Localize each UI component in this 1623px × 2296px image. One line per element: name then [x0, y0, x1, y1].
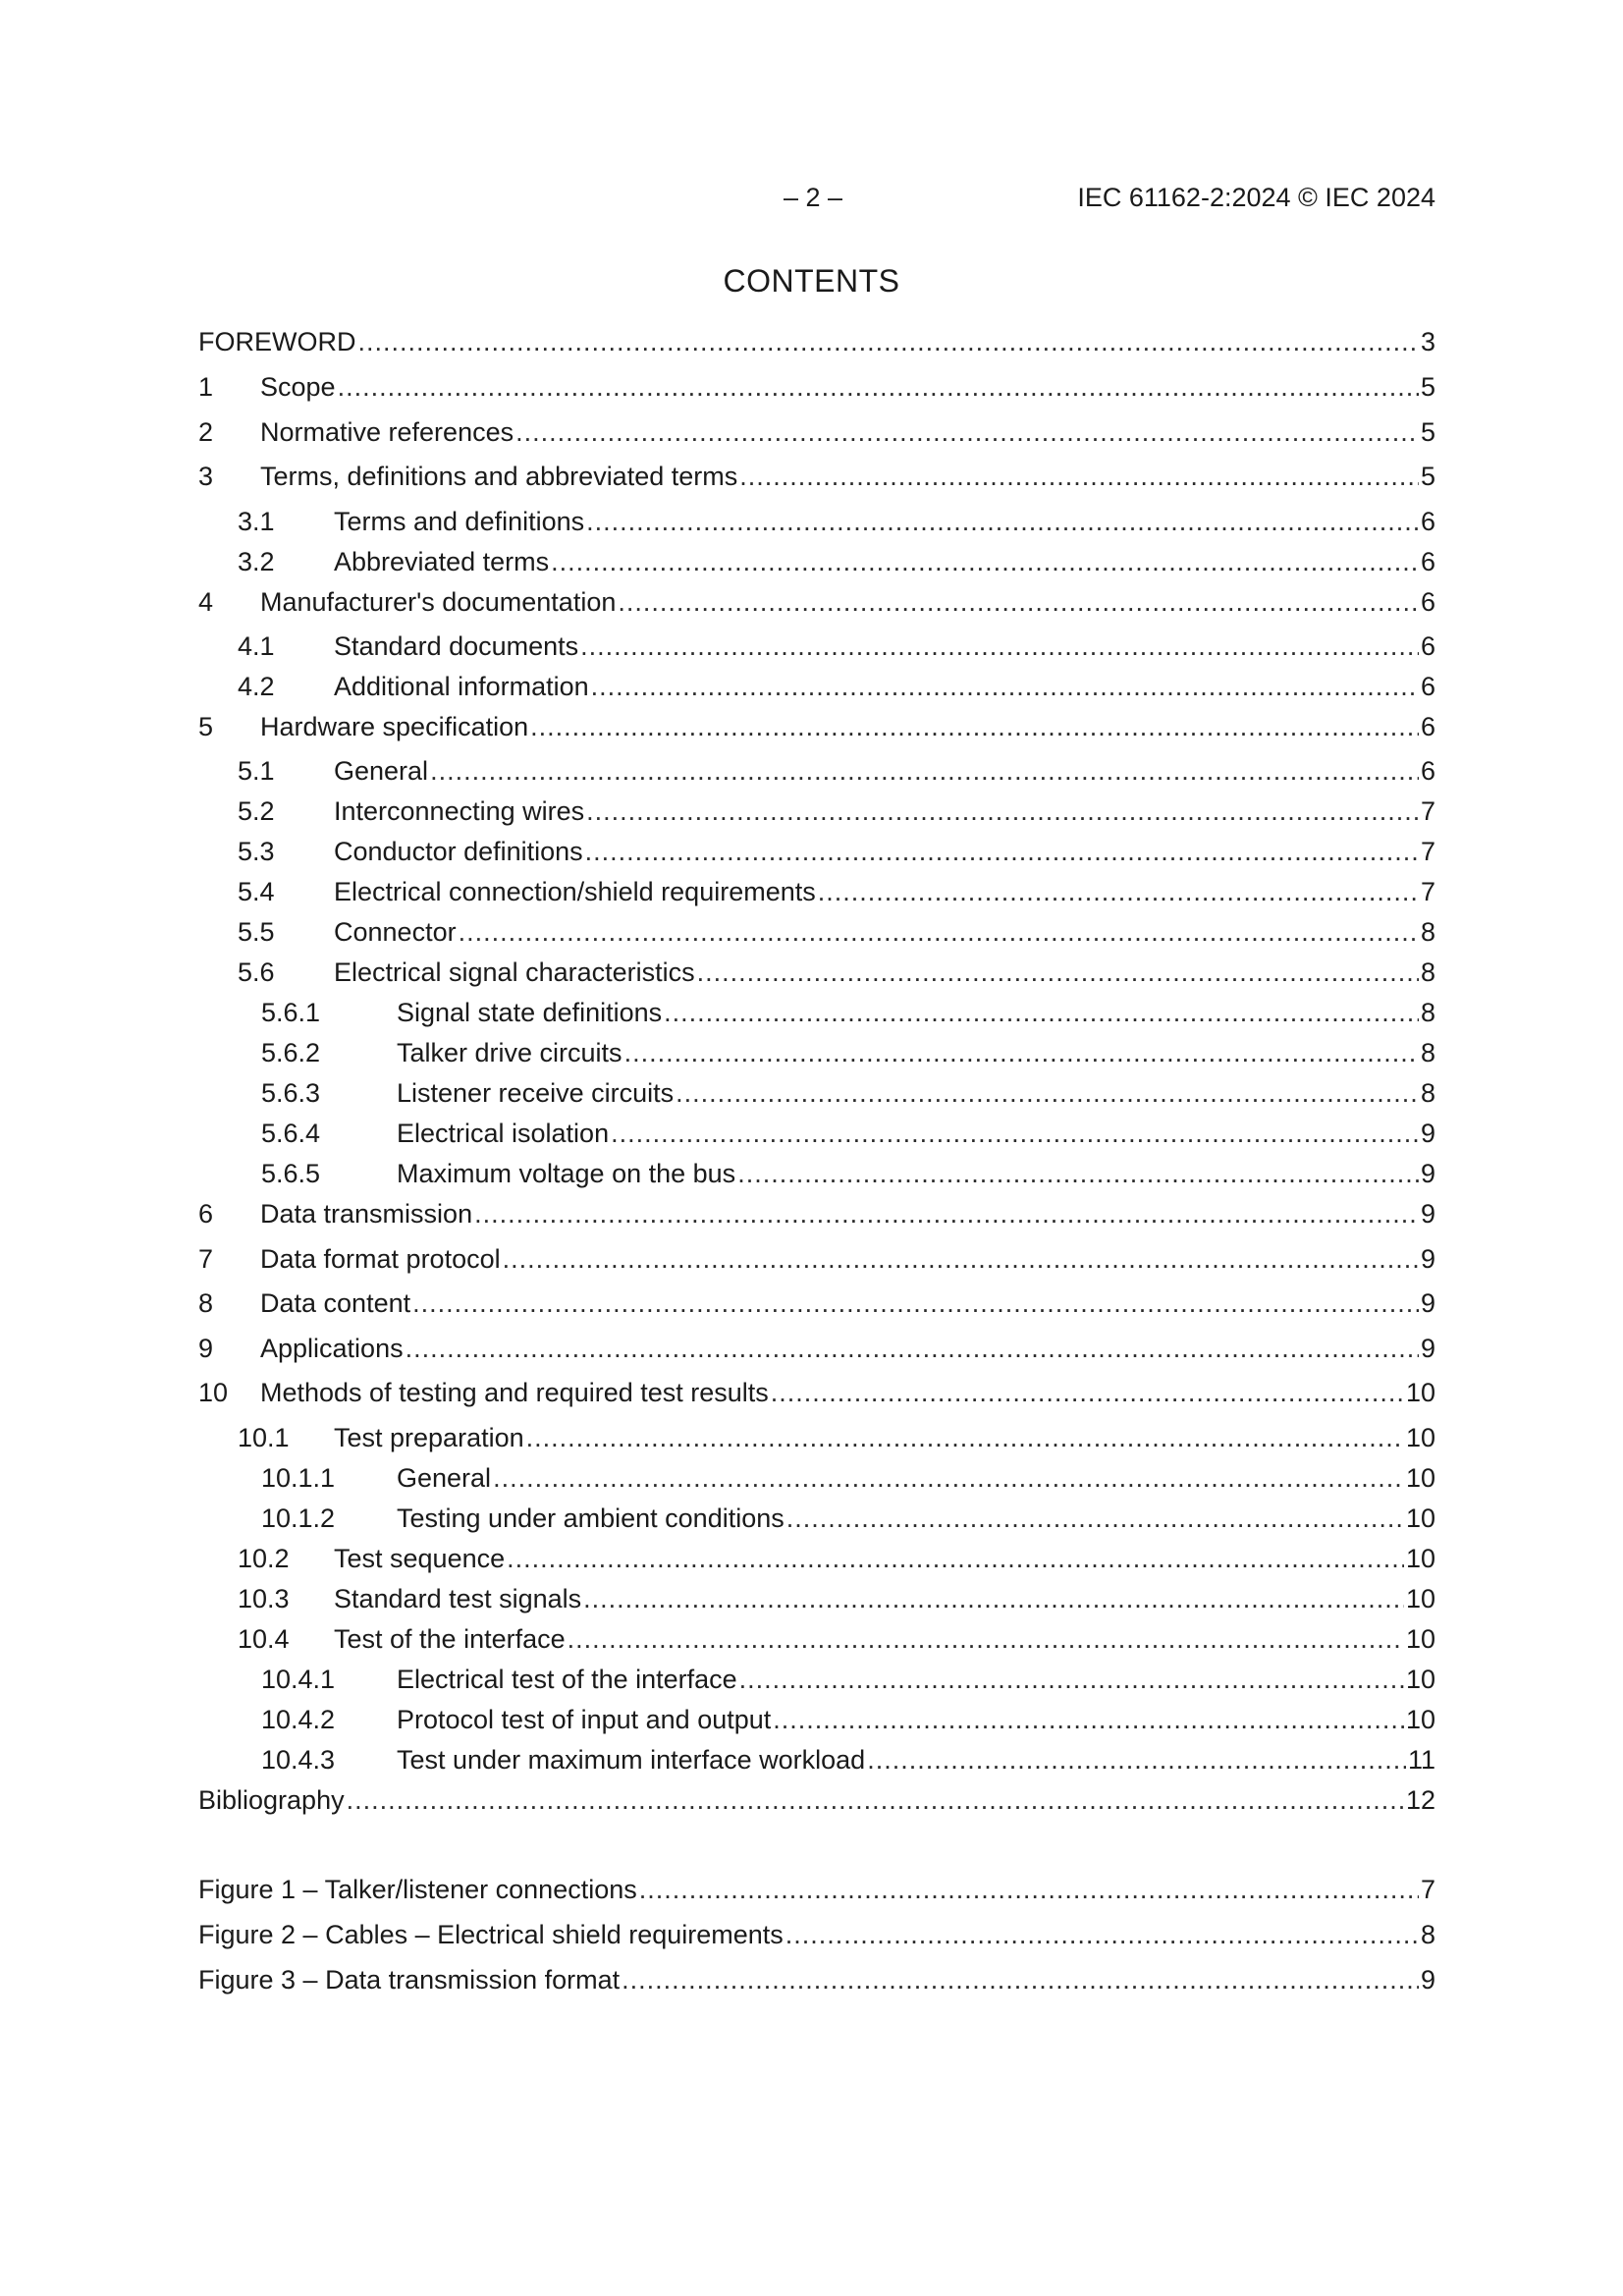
toc-entry-page: 11: [1407, 1745, 1435, 1775]
toc-entry-label: Test preparation: [334, 1423, 524, 1452]
toc-entry-text: [397, 1703, 1435, 1736]
toc-entry[interactable]: [198, 1783, 1435, 1817]
toc-entry[interactable]: [198, 835, 1435, 868]
toc-entry-label: Hardware specification: [260, 712, 529, 741]
toc-entry-page: 6: [1420, 672, 1435, 701]
toc-entry-text: [334, 629, 1435, 663]
toc-entry[interactable]: [198, 460, 1435, 493]
toc-entry-text: [397, 1117, 1435, 1150]
toc-entry-text: [260, 710, 1435, 743]
toc-entry[interactable]: [198, 505, 1435, 538]
toc-entry-page: 7: [1420, 877, 1435, 906]
toc-entry-number: 3: [198, 462, 214, 491]
toc-entry-page: 10: [1405, 1624, 1435, 1654]
dot-leader: [357, 325, 1418, 358]
toc-entry-text: [198, 1918, 1435, 1951]
toc-entry-label: Electrical signal characteristics: [334, 957, 695, 987]
dot-leader: [737, 1157, 1419, 1190]
toc-entry-number: 10.4: [238, 1624, 290, 1654]
toc-entry-number: 10.1: [238, 1423, 290, 1452]
toc-entry-label: Methods of testing and required test results: [260, 1378, 769, 1407]
dot-leader: [867, 1743, 1406, 1777]
toc-entry-page: 8: [1420, 1078, 1435, 1108]
dot-leader: [430, 754, 1419, 788]
toc-entry-label: Manufacturer's documentation: [260, 587, 617, 617]
toc-entry-label: Electrical connection/shield requirements: [334, 877, 816, 906]
toc-entry[interactable]: [198, 545, 1435, 578]
toc-entry-page: 5: [1420, 372, 1435, 402]
toc-entry-text: [198, 325, 1435, 358]
figure-entry-page: 8: [1420, 1920, 1435, 1949]
toc-entry[interactable]: [198, 710, 1435, 743]
toc-entry-page: 8: [1420, 1038, 1435, 1067]
toc-entry-text: [397, 1461, 1435, 1495]
toc-entry-label: FOREWORD: [198, 327, 356, 356]
toc-entry-page: 10: [1405, 1544, 1435, 1573]
toc-entry-text: [260, 1376, 1435, 1409]
dot-leader: [503, 1242, 1419, 1276]
dot-leader: [347, 1783, 1404, 1817]
toc-entry-page: 10: [1405, 1705, 1435, 1734]
toc-entry-text: [334, 915, 1435, 949]
toc-entry-text: [334, 1542, 1435, 1575]
toc-entry-text: [334, 505, 1435, 538]
toc-entry-label: Electrical test of the interface: [397, 1665, 737, 1694]
toc-entry-text: [397, 1036, 1435, 1069]
toc-entry[interactable]: [198, 1703, 1435, 1736]
toc-entry-label: Test under maximum interface workload: [397, 1745, 866, 1775]
toc-entry-text: [397, 1157, 1435, 1190]
dot-leader: [624, 1036, 1419, 1069]
toc-entry-page: 5: [1420, 417, 1435, 447]
toc-entry-text: [334, 835, 1435, 868]
toc-entry-number: 5.2: [238, 796, 275, 826]
toc-entry-page: 9: [1420, 1288, 1435, 1318]
dot-leader: [785, 1918, 1419, 1951]
figure-entry-label: Figure 2 – Cables – Electrical shield requirements: [198, 1920, 784, 1949]
toc-entry-label: Interconnecting wires: [334, 796, 585, 826]
toc-entry-label: Terms, definitions and abbreviated terms: [260, 462, 738, 491]
toc-entry[interactable]: [198, 754, 1435, 788]
toc-entry-page: 7: [1420, 796, 1435, 826]
toc-entry-label: Applications: [260, 1334, 404, 1363]
toc-entry-page: 6: [1420, 631, 1435, 661]
toc-entry[interactable]: [198, 325, 1435, 358]
toc-entry[interactable]: [198, 585, 1435, 619]
toc-entry-page: 9: [1420, 1119, 1435, 1148]
toc-entry-page: 6: [1420, 507, 1435, 536]
toc-entry-label: General: [334, 756, 429, 786]
toc-entry-number: 5: [198, 712, 214, 741]
dot-leader: [526, 1421, 1404, 1454]
toc-entry-number: 10: [198, 1378, 229, 1407]
toc-entry-page: 3: [1420, 327, 1435, 356]
toc-entry-number: 5.6.1: [261, 998, 321, 1027]
toc-entry-text: [260, 585, 1435, 619]
toc-entry-page: 10: [1405, 1423, 1435, 1452]
toc-entry-text: [260, 1332, 1435, 1365]
toc-entry-number: 5.1: [238, 756, 275, 786]
toc-entry-page: 6: [1420, 712, 1435, 741]
figure-entry[interactable]: [198, 1873, 1435, 1906]
toc-entry-number: 10.2: [238, 1544, 290, 1573]
toc-entry[interactable]: [198, 1197, 1435, 1230]
dot-leader: [585, 835, 1419, 868]
toc-entry[interactable]: [198, 915, 1435, 949]
toc-entry[interactable]: [198, 1542, 1435, 1575]
toc-entry-page: 10: [1405, 1665, 1435, 1694]
toc-entry[interactable]: [198, 1461, 1435, 1495]
toc-entry-number: 5.6.2: [261, 1038, 321, 1067]
dot-leader: [739, 460, 1419, 493]
dot-leader: [611, 1117, 1419, 1150]
toc-entry-number: 5.4: [238, 877, 275, 906]
toc-entry[interactable]: [198, 1332, 1435, 1365]
contents-title: CONTENTS: [723, 263, 900, 299]
toc-entry-label: General: [397, 1463, 492, 1493]
toc-entry-text: [334, 754, 1435, 788]
toc-entry-label: Standard documents: [334, 631, 579, 661]
toc-entry[interactable]: [198, 415, 1435, 449]
dot-leader: [591, 670, 1419, 703]
dot-leader: [507, 1542, 1404, 1575]
toc-entry-label: Test of the interface: [334, 1624, 566, 1654]
dot-leader: [586, 794, 1419, 828]
dot-leader: [412, 1286, 1419, 1320]
toc-entry-number: 10.1.1: [261, 1463, 336, 1493]
toc-entry-label: Normative references: [260, 417, 514, 447]
toc-entry-label: Standard test signals: [334, 1584, 582, 1613]
dot-leader: [493, 1461, 1404, 1495]
toc-entry-number: 3.1: [238, 507, 275, 536]
toc-entry-text: [334, 794, 1435, 828]
toc-entry-number: 6: [198, 1199, 214, 1229]
toc-entry[interactable]: [198, 996, 1435, 1029]
toc-entry-text: [334, 1622, 1435, 1656]
toc-entry-text: [334, 956, 1435, 989]
toc-entry-number: 5.5: [238, 917, 275, 947]
toc-entry-label: Electrical isolation: [397, 1119, 610, 1148]
toc-entry-text: [260, 460, 1435, 493]
toc-entry-page: 8: [1420, 998, 1435, 1027]
toc-entry-page: 8: [1420, 917, 1435, 947]
toc-entry[interactable]: [198, 1157, 1435, 1190]
toc-entry-text: [260, 415, 1435, 449]
dot-leader: [818, 875, 1419, 908]
toc-entry[interactable]: [198, 1421, 1435, 1454]
toc-entry[interactable]: [198, 1036, 1435, 1069]
toc-entry-text: [260, 1197, 1435, 1230]
toc-entry-text: [397, 1743, 1435, 1777]
toc-entry-text: [198, 1873, 1435, 1906]
toc-entry-page: 10: [1405, 1378, 1435, 1407]
toc-entry-label: Testing under ambient conditions: [397, 1503, 784, 1533]
toc-entry-text: [198, 1963, 1435, 1996]
toc-entry-text: [260, 1286, 1435, 1320]
toc-entry-label: Bibliography: [198, 1785, 345, 1815]
toc-entry[interactable]: [198, 794, 1435, 828]
toc-entry-number: 5.6.4: [261, 1119, 321, 1148]
toc-entry-page: 8: [1420, 957, 1435, 987]
toc-entry-number: 1: [198, 372, 214, 402]
toc-entry[interactable]: [198, 1622, 1435, 1656]
toc-entry-page: 10: [1405, 1503, 1435, 1533]
toc-entry-page: 7: [1420, 837, 1435, 866]
toc-entry[interactable]: [198, 1502, 1435, 1535]
toc-entry[interactable]: [198, 1242, 1435, 1276]
dot-leader: [338, 370, 1419, 404]
dot-leader: [551, 545, 1419, 578]
toc-entry-label: Connector: [334, 917, 457, 947]
toc-entry-number: 5.3: [238, 837, 275, 866]
toc-entry[interactable]: [198, 1582, 1435, 1615]
toc-entry-label: Terms and definitions: [334, 507, 585, 536]
toc-entry[interactable]: [198, 670, 1435, 703]
dot-leader: [515, 415, 1419, 449]
figure-entry-page: 7: [1420, 1875, 1435, 1904]
toc-entry-text: [260, 370, 1435, 404]
dot-leader: [586, 505, 1419, 538]
toc-entry-text: [260, 1242, 1435, 1276]
toc-entry-text: [334, 1582, 1435, 1615]
dot-leader: [580, 629, 1419, 663]
toc-entry-text: [397, 1663, 1435, 1696]
toc-entry-number: 10.4.1: [261, 1665, 336, 1694]
toc-entry-page: 9: [1420, 1159, 1435, 1188]
toc-entry-number: 3.2: [238, 547, 275, 576]
toc-entry-label: Listener receive circuits: [397, 1078, 675, 1108]
toc-entry-number: 9: [198, 1334, 214, 1363]
toc-entry-page: 12: [1405, 1785, 1435, 1815]
toc-entry-number: 8: [198, 1288, 214, 1318]
figure-entry-label: Figure 1 – Talker/listener connections: [198, 1875, 637, 1904]
toc-entry-text: [198, 1783, 1435, 1817]
toc-entry-label: Maximum voltage on the bus: [397, 1159, 736, 1188]
dot-leader: [639, 1873, 1419, 1906]
toc-entry-label: Data content: [260, 1288, 411, 1318]
toc-entry-page: 9: [1420, 1334, 1435, 1363]
dot-leader: [622, 1963, 1419, 1996]
toc-entry-page: 6: [1420, 756, 1435, 786]
dot-leader: [676, 1076, 1419, 1110]
toc-entry-text: [334, 1421, 1435, 1454]
dot-leader: [406, 1332, 1419, 1365]
toc-entry-number: 4: [198, 587, 214, 617]
dot-leader: [773, 1703, 1404, 1736]
toc-entry[interactable]: [198, 956, 1435, 989]
toc-entry-number: 4.2: [238, 672, 275, 701]
toc-entry-number: 5.6: [238, 957, 275, 987]
toc-entry[interactable]: [198, 1743, 1435, 1777]
toc-entry-text: [397, 1502, 1435, 1535]
page-header: [198, 183, 1435, 218]
toc-entry-number: 10.4.2: [261, 1705, 336, 1734]
toc-entry-label: Abbreviated terms: [334, 547, 550, 576]
toc-entry-text: [334, 545, 1435, 578]
figure-entry-page: 9: [1420, 1965, 1435, 1995]
dot-leader: [697, 956, 1419, 989]
toc-entry-label: Test sequence: [334, 1544, 506, 1573]
dot-leader: [459, 915, 1419, 949]
dot-leader: [583, 1582, 1404, 1615]
figure-entry[interactable]: [198, 1918, 1435, 1951]
toc-entry-page: 9: [1420, 1244, 1435, 1274]
toc-entry-number: 7: [198, 1244, 214, 1274]
toc-entry-label: Protocol test of input and output: [397, 1705, 772, 1734]
toc-entry-number: 2: [198, 417, 214, 447]
toc-entry-label: Signal state definitions: [397, 998, 663, 1027]
toc-entry[interactable]: [198, 629, 1435, 663]
toc-entry-page: 10: [1405, 1463, 1435, 1493]
dot-leader: [474, 1197, 1419, 1230]
toc-entry[interactable]: [198, 1376, 1435, 1409]
toc-entry-text: [334, 670, 1435, 703]
page-number: – 2 –: [784, 183, 843, 212]
toc-entry-number: 5.6.3: [261, 1078, 321, 1108]
toc-entry-number: 5.6.5: [261, 1159, 321, 1188]
toc-entry-label: Additional information: [334, 672, 589, 701]
toc-entry[interactable]: [198, 875, 1435, 908]
toc-entry-label: Data transmission: [260, 1199, 473, 1229]
toc-entry-page: 9: [1420, 1199, 1435, 1229]
toc-entry-text: [397, 996, 1435, 1029]
figure-entry-label: Figure 3 – Data transmission format: [198, 1965, 621, 1995]
toc-entry-page: 10: [1405, 1584, 1435, 1613]
toc-entry-number: 10.4.3: [261, 1745, 336, 1775]
toc-entry-number: 10.3: [238, 1584, 290, 1613]
toc-entry-page: 5: [1420, 462, 1435, 491]
figure-entry[interactable]: [198, 1963, 1435, 1996]
dot-leader: [739, 1663, 1404, 1696]
toc-entry-label: Data format protocol: [260, 1244, 501, 1274]
dot-leader: [530, 710, 1419, 743]
toc-entry-label: Talker drive circuits: [397, 1038, 622, 1067]
toc-entry-text: [334, 875, 1435, 908]
dot-leader: [618, 585, 1419, 619]
toc-entry-page: 6: [1420, 547, 1435, 576]
document-identifier: IEC 61162-2:2024 © IEC 2024: [1077, 183, 1435, 212]
toc-entry[interactable]: [198, 1663, 1435, 1696]
dot-leader: [568, 1622, 1404, 1656]
dot-leader: [786, 1502, 1404, 1535]
toc-entry-label: Scope: [260, 372, 336, 402]
toc-entry-page: 6: [1420, 587, 1435, 617]
toc-entry[interactable]: [198, 370, 1435, 404]
dot-leader: [664, 996, 1419, 1029]
toc-entry[interactable]: [198, 1076, 1435, 1110]
toc-entry-label: Conductor definitions: [334, 837, 583, 866]
toc-entry[interactable]: [198, 1286, 1435, 1320]
toc-entry-text: [397, 1076, 1435, 1110]
toc-entry-number: 10.1.2: [261, 1503, 336, 1533]
toc-entry[interactable]: [198, 1117, 1435, 1150]
toc-entry-number: 4.1: [238, 631, 275, 661]
dot-leader: [771, 1376, 1404, 1409]
